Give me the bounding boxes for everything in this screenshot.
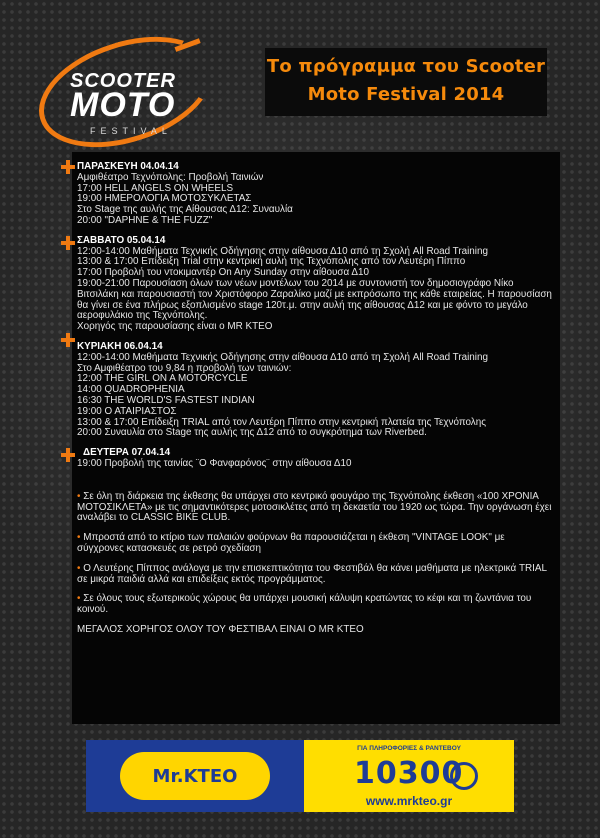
- logo-text-moto: MOTO: [70, 86, 176, 124]
- schedule-line: 17:00 Προβολή του ντοκιμαντέρ On Any Sunday στην αίθουσα Δ10: [77, 267, 369, 279]
- schedule-line: 12:00-14:00 Μαθήματα Τεχνικής Οδήγησης στην αίθουσα Δ10 από τη Σχολή All Road Training: [77, 351, 488, 363]
- ad-info-text: ΓΙΑ ΠΛΗΡΟΦΟΡΙΕΣ & ΡΑΝΤΕΒΟΥ: [357, 745, 461, 752]
- phone-icon: [450, 762, 478, 790]
- schedule-line: Χορηγός της παρουσίασης είναι ο MR KTEO: [77, 321, 273, 333]
- schedule-line: Στο Αμφιθέατρο του 9,84 η προβολή των ταινιών:: [77, 362, 292, 374]
- note-item: [77, 594, 553, 616]
- logo-text-scooter: SCOOTER: [70, 70, 176, 92]
- mr-kteo-logo: [120, 752, 270, 800]
- plus-icon: [61, 160, 75, 174]
- note-text: Ο Λευτέρης Πίππος ανάλογα με την επισκεπτικότητα του Φεστιβάλ θα κάνει μαθήματα με ηλεκτρικά TRIAL σε μικρά παιδιά αλλά και επιδείξεις εκτός προγράμματος.: [77, 562, 547, 585]
- schedule-line: 13:00 & 17:00 Επίδειξη TRIAL από τον Λευτέρη Πίππο στην κεντρική πλατεία της Τεχνόπολης: [77, 416, 486, 428]
- ad-phone-number: 10300: [354, 756, 464, 791]
- bullet-icon: •: [77, 593, 81, 605]
- bullet-icon: •: [77, 562, 81, 574]
- schedule-line: 19:00 Ο ΑΤΑΙΡΙΑΣΤΟΣ: [77, 405, 177, 417]
- note-text: Σε όλη τη διάρκεια της έκθεσης θα υπάρχει στο κεντρικό φουγάρο της Τεχνόπολης έκθεση «100 ΧΡΟΝΙΑ ΜΟΤΟΣΙΚΛΕΤΑ» με τις σημαντικότερες μοτοσικλέτες από τη δεκαετία του 1920 ως τώρα. Την οργάνωση έχει αναλάβει το CLASSIC BIKE CLUB.: [77, 490, 552, 524]
- plus-icon: [61, 333, 75, 347]
- sponsor-ad-blue: [86, 740, 304, 812]
- schedule-line: 20:00 "DAPHNE & THE FUZZ": [77, 214, 213, 226]
- schedule-line: 19:00-21:00 Παρουσίαση όλων των νέων μοντέλων του 2014 με συντονιστή τον δημοσιογράφο Νίκο Βιτσιλάκη και παρουσιαστή τον Χριστόφορο Ζαραλίκο μαζί με εκπρόσωπο της κάθε εταιρείας. Η παρουσίαση θα γίνει σε ένα πλήρως εξοπλισμένο stage 120τ.μ. στην αυλή της αίθουσας Δ12 και με φόντο το μεγάλο αεροφυλάκιο της Τεχνόπολης.: [77, 277, 552, 322]
- day-heading: ΣΑΒΒΑΤΟ 05.04.14: [77, 234, 166, 246]
- day-heading: ΚΥΡΙΑΚΗ 06.04.14: [77, 340, 163, 352]
- schedule-content: [77, 162, 553, 636]
- schedule-line: Στο Stage της αυλής της Αίθουσας Δ12: Συναυλία: [77, 204, 293, 216]
- schedule-line: 19:00 Προβολή της ταινίας ¨Ο Φανφαρόνος¨ στην αίθουσα Δ10: [77, 457, 352, 469]
- sponsor-ad-yellow: [304, 740, 514, 812]
- note-text: Σε όλους τους εξωτερικούς χώρους θα υπάρχει μουσική κάλυψη κρατώντας το κέφι και τη ζωντάνια του κοινού.: [77, 593, 532, 616]
- schedule-line: 14:00 QUADROPHENIA: [77, 384, 185, 396]
- brand-text: Mr.KTEO: [152, 765, 238, 787]
- plus-icon: [61, 236, 75, 250]
- title-box: [265, 48, 547, 116]
- ad-website: www.mrkteo.gr: [365, 794, 453, 808]
- note-item: [77, 533, 553, 555]
- schedule-line: Αμφιθέατρο Τεχνόπολης: Προβολή Ταινιών: [77, 171, 264, 183]
- schedule-line: 12:00-14:00 Μαθήματα Τεχνικής Οδήγησης στην αίθουσα Δ10 από τη Σχολή All Road Training: [77, 245, 488, 257]
- festival-logo: [30, 30, 210, 140]
- schedule-line: 13:00 & 17:00 Επίδειξη Trial στην κεντρική αυλή της Τεχνόπολης από τον Λευτέρη Πίππο: [77, 256, 466, 268]
- title-line-1: Το πρόγραμμα του Scooter: [266, 56, 546, 77]
- title-line-2: Moto Festival 2014: [307, 84, 505, 105]
- note-item: [77, 564, 553, 586]
- bullet-icon: •: [77, 532, 81, 544]
- schedule-line: 19:00 ΗΜΕΡΟΛΟΓΙΑ ΜΟΤΟΣΥΚΛΕΤΑΣ: [77, 193, 252, 205]
- plus-icon: [61, 448, 75, 462]
- day-heading: ΠΑΡΑΣΚΕΥΗ 04.04.14: [77, 161, 179, 172]
- day-heading: ΔΕΥΤΕΡΑ 07.04.14: [83, 447, 171, 459]
- schedule-line: 17:00 HELL ANGELS ON WHEELS: [77, 182, 234, 194]
- schedule-line: 12:00 THE GIRL ON A MOTORCYCLE: [77, 373, 248, 385]
- bullet-icon: •: [77, 490, 81, 502]
- logo-text-festival: FESTIVAL: [90, 126, 172, 136]
- sponsor-line: ΜΕΓΑΛΟΣ ΧΟΡΗΓΟΣ ΟΛΟΥ ΤΟΥ ΦΕΣΤΙΒΑΛ ΕΙΝΑΙ Ο MR KTEO: [77, 623, 364, 635]
- note-text: Μπροστά από το κτίριο των παλαιών φούρνων θα παρουσιάζεται η έκθεση "VINTAGE LOOK" με σύγχρονες κατασκευές σε ρετρό σχεδίαση: [77, 532, 505, 554]
- note-item: [77, 492, 553, 524]
- schedule-line: 20:00 Συναυλία στο Stage της αυλής της Δ12 από το συγκρότημα των Riverbed.: [77, 427, 427, 439]
- schedule-line: 16:30 THE WORLD'S FASTEST INDIAN: [77, 394, 255, 406]
